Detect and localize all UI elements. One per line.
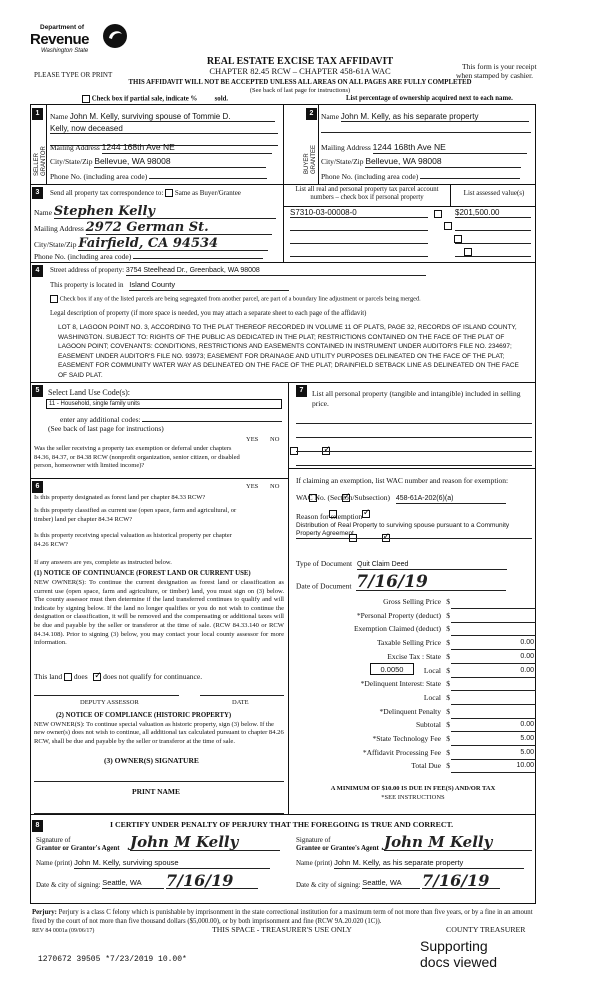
logo-dept: Department of xyxy=(40,24,85,31)
fin-row-line xyxy=(451,731,536,732)
fin-row-line xyxy=(451,608,536,609)
fin-row-dollar: $ xyxy=(446,624,450,634)
corresp-city-field[interactable]: Fairfield, CA 94534 xyxy=(78,238,268,251)
corresp-name-field[interactable]: Stephen Kelly xyxy=(54,206,276,219)
buyer-name-row: Name John M. Kelly, as his separate property xyxy=(321,112,533,122)
notice-compliance-title: (2) NOTICE OF COMPLIANCE (HISTORIC PROPERTY) xyxy=(56,712,232,719)
seller-phone-field[interactable] xyxy=(149,171,267,179)
fin-row-dollar: $ xyxy=(446,610,450,620)
fin-row-label: *Affidavit Processing Fee xyxy=(362,747,441,757)
notice-continuance-title: (1) NOTICE OF CONTINUANCE (FOREST LAND OR CURRENT USE) xyxy=(34,570,251,577)
tax-corresp-row: Send all property tax correspondence to: Same as Buyer/Grantee xyxy=(50,189,241,197)
fin-row-value[interactable]: 0.00 xyxy=(520,666,534,674)
fin-row-label: Gross Selling Price xyxy=(383,597,441,606)
street-row: Street address of property: 3754 Steelhead Dr., Greenback, WA 98008 xyxy=(50,266,426,276)
grantor-city-field[interactable]: Seattle, WA xyxy=(102,879,164,889)
county-field[interactable]: Island County xyxy=(129,281,289,291)
grantor-sig-label: Signature of Grantor or Grantor's Agent xyxy=(36,836,120,853)
doc-date-row: Date of Document 7/16/19 xyxy=(296,574,506,591)
fin-row-line xyxy=(451,704,536,705)
current-use-question: Is this property classified as current use (open space, farm and agricultural, or timber) land per chapter 84.34 RCW? xyxy=(34,507,237,523)
buyer-city-field[interactable]: Bellevue, WA 98008 xyxy=(365,157,521,168)
corresp-city-row: City/State/Zip Fairfield, CA 94534 xyxy=(34,238,278,251)
fin-row-value[interactable]: 0.00 xyxy=(520,639,534,647)
segregated-checkbox[interactable] xyxy=(50,295,58,303)
section-8-number: 8 xyxy=(32,820,43,832)
ownership-pct-note: List percentage of ownership acquired next to each name. xyxy=(346,95,513,102)
fin-row-line xyxy=(451,718,536,719)
land-use-see-back: (See back of last page for instructions) xyxy=(48,424,164,433)
section-3-number: 3 xyxy=(32,187,43,199)
fin-row-dollar: $ xyxy=(446,692,450,702)
rev-number: REV 84 0001a (09/06/17) xyxy=(32,928,95,934)
fin-row-dollar: $ xyxy=(446,706,450,716)
partial-sale-checkbox[interactable] xyxy=(82,95,90,103)
receipt-note-1: This form is your receipt xyxy=(462,62,537,71)
fin-row-value[interactable]: 5.00 xyxy=(520,748,534,756)
continuance-row: This land does ✓ does not qualify for continuance. xyxy=(34,673,202,682)
fin-row xyxy=(296,680,536,692)
land-use-label: Select Land Use Code(s): xyxy=(48,388,130,397)
logo-state: Washington State xyxy=(41,48,89,54)
buyer-grantee-label: BUYER GRANTEE xyxy=(304,144,317,174)
notice-continuance-text: NEW OWNER(S): To continue the current designation as forest land or classification as current use (open space, farm and agriculture, or timber) land, you must sign on (3) below. The county assessor must then determine if the land transferred continues to qualify and will indicate by signing below. If the land no longer qualifies or you do not wish to continue the designation or classification, it will be removed and the compensating or additional taxes will be due and payable by the seller or transferor at the time of sale. (RCW 84.33.140 or RCW 84.34.108). Prior to signing (3) below, you may contact your local county assessor for more information. xyxy=(34,579,284,647)
seller-city-row: City/State/Zip Bellevue, WA 98008 xyxy=(50,157,278,168)
fin-row-value[interactable]: 10.00 xyxy=(516,762,534,770)
fin-row-label: Total Due xyxy=(411,761,441,771)
section-5-number: 5 xyxy=(32,385,43,397)
grantor-date-row: Date & city of signing: Seattle, WA 7/16/19 xyxy=(36,873,258,889)
does-not-qualify-checkbox[interactable] xyxy=(93,673,101,681)
partial-sale-row: Check box if partial sale, indicate % sold. xyxy=(82,95,228,103)
fin-row-label: *Delinquent Interest: State xyxy=(360,679,441,689)
buyer-blank-line-1 xyxy=(321,124,531,133)
personal-line-3[interactable] xyxy=(296,446,532,452)
grantor-date-field[interactable]: 7/16/19 xyxy=(166,873,258,889)
buyer-phone-field[interactable] xyxy=(420,171,520,179)
personal-line-4[interactable] xyxy=(296,460,532,466)
fin-row-dollar: $ xyxy=(446,665,450,675)
certify-statement: I CERTIFY UNDER PENALTY OF PERJURY THAT THE FOREGOING IS TRUE AND CORRECT. xyxy=(110,820,454,829)
seller-grantor-label: SELLER GRANTOR xyxy=(34,146,47,176)
print-name-label: PRINT NAME xyxy=(132,787,180,796)
fin-row xyxy=(296,708,536,720)
owner-signature-label: (3) OWNER(S) SIGNATURE xyxy=(104,756,199,765)
seller-name-row: Name John M. Kelly, surviving spouse of Tommie D. xyxy=(50,112,278,122)
treasurer-space: THIS SPACE - TREASURER'S USE ONLY xyxy=(212,925,352,934)
wac-field[interactable]: 458-61A-202(6)(a) xyxy=(396,495,506,504)
personal-line-1[interactable] xyxy=(296,418,532,424)
doc-type-row: Type of Document Quit Claim Deed xyxy=(296,560,507,570)
parcel-2-field[interactable] xyxy=(290,222,428,231)
section-6-number: 6 xyxy=(32,481,43,493)
fin-row xyxy=(296,749,536,761)
fin-row-label: Subtotal xyxy=(415,720,441,730)
fin-row-line xyxy=(451,663,536,664)
logo-revenue: Revenue xyxy=(30,31,90,48)
seller-name-field[interactable]: John M. Kelly, surviving spouse of Tommie D. xyxy=(70,112,275,122)
fin-row xyxy=(296,762,536,774)
seller-name-line2[interactable]: Kelly, now deceased xyxy=(50,124,278,134)
please-type: PLEASE TYPE OR PRINT xyxy=(34,71,113,79)
s5-yes-header: YES xyxy=(246,436,259,443)
land-use-select[interactable]: 11 - Household, single family units xyxy=(46,399,282,409)
personal-line-2[interactable] xyxy=(296,432,532,438)
assessed-3-field[interactable] xyxy=(455,235,531,244)
grantee-signature[interactable]: John M Kelly xyxy=(384,834,532,851)
fin-row-dollar: $ xyxy=(446,720,450,730)
grantor-name-field[interactable]: John M. Kelly, surviving spouse xyxy=(74,859,270,869)
legal-label: Legal description of property (if more space is needed, you may attach a separate sheet to each page of the affidavit) xyxy=(50,310,367,317)
recording-stamp: 1270672 39505 *7/23/2019 10.00* xyxy=(38,955,187,964)
assessed-1-field[interactable]: $201,500.00 xyxy=(455,208,531,218)
section-2-number: 2 xyxy=(306,108,317,120)
logo-swirl-icon xyxy=(102,23,128,49)
fin-row-dollar: $ xyxy=(446,651,450,661)
buyer-city-row: City/State/Zip Bellevue, WA 98008 xyxy=(321,157,533,168)
parcel-4-field[interactable] xyxy=(290,248,428,257)
fin-row-value[interactable]: 0.00 xyxy=(520,652,534,660)
seller-mailing-row: Mailing Address 1244 168th Ave NE xyxy=(50,143,278,154)
fin-row-dollar: $ xyxy=(446,597,450,606)
fin-row xyxy=(296,694,536,706)
not-accepted-note: THIS AFFIDAVIT WILL NOT BE ACCEPTED UNLESS ALL AREAS ON ALL PAGES ARE FULLY COMPLETED xyxy=(128,79,472,86)
min-due-note: A MINIMUM OF $10.00 IS DUE IN FEE(S) AND/OR TAX xyxy=(330,785,496,792)
assessor-date-label: DATE xyxy=(232,699,249,706)
buyer-phone-row: Phone No. (including area code) xyxy=(321,171,533,182)
fin-row-line xyxy=(451,635,536,636)
doc-type-field[interactable]: Quit Claim Deed xyxy=(357,561,507,570)
grantee-sig-label: Signature of Grantee or Grantee's Agent xyxy=(296,836,379,853)
notice-compliance-text: NEW OWNER(S): To continue special valuation as historic property, sign (3) below. If the new owner(s) does not wish to continue, all additional tax calculated pursuant to chapter 84.26 RCW, shall be due and payable by the seller or transferor at the time of sale. xyxy=(34,721,284,745)
legal-description[interactable]: LOT 8, LAGOON POINT NO. 3, ACCORDING TO THE PLAT THEREOF RECORDED IN VOLUME 11 OF PLATS, PAGE 32, RECORDS OF ISLAND COUNTY, WASHINGTON. SUBJECT TO: RIGHTS OF THE PUBLIC AS DEDICATED IN THE PLAT; RESTRICTIONS CONTAINED ON THE FACE OF THE PLAT OF LAGOON POINT; COVENANTS: CONDITIONS, RESTRICTIONS AND EASEMENTS CONTAINED IN INSTRUMENT UNDER AUDITOR'S FILE NO. 234697; EASEMENT UNDER AUDITOR'S FILE NO. 93973; EASEMENT FOR DRAINAGE AND UTILITY PURPOSES DELINEATED ON THE FACE OF THE PLAT; EASEMENT FOR COMMUNITY WATER WAY AS DELINEATED ON THE FACE OF THE PLAT; DRAINFIELD SETBACK LINE AS DELINEATED ON THE FACE OF SAID PLAT. xyxy=(58,324,519,379)
owner-signature-line[interactable] xyxy=(34,776,284,782)
fin-row-value[interactable]: 0.00 xyxy=(520,721,534,729)
additional-codes-field[interactable] xyxy=(142,414,282,422)
fin-row xyxy=(296,653,536,665)
grantee-name-row: Name (print) John M. Kelly, as his separate property xyxy=(296,859,524,869)
fin-row xyxy=(296,612,536,624)
form-chapter: CHAPTER 82.45 RCW – CHAPTER 458-61A WAC xyxy=(209,66,391,76)
same-as-buyer-checkbox[interactable] xyxy=(165,189,173,197)
assessor-date-line[interactable] xyxy=(200,690,284,696)
corresp-mailing-row: Mailing Address 2972 German St. xyxy=(34,222,278,235)
assessed-2-field[interactable] xyxy=(455,222,531,231)
section-1-number: 1 xyxy=(32,108,43,120)
parcel-1-field[interactable]: S7310-03-00008-0 xyxy=(290,208,428,218)
county-row: This property is located in Island County xyxy=(50,281,289,291)
fin-row xyxy=(296,667,536,679)
buyer-mailing-field[interactable]: 1244 168th Ave NE xyxy=(373,143,527,154)
assessed-header: List assessed value(s) xyxy=(463,189,525,197)
exemption-claim-label: If claiming an exemption, list WAC number and reason for exemption: xyxy=(296,476,509,485)
grantee-date-field[interactable]: 7/16/19 xyxy=(422,873,500,889)
fin-row xyxy=(296,735,536,747)
supporting-docs-note: Supporting docs viewed xyxy=(420,938,498,970)
fin-row-dollar: $ xyxy=(446,638,450,648)
perjury-notice: Perjury: Perjury is a class C felony which is punishable by imprisonment in the state correctional institution for a maximum term of not more than five years, or by a fine in an amount fixed by the court of not more than five thousand dollars ($5,000.00), or by both imprisonment and fine (RCW 9A.20.020 (1C)). xyxy=(32,909,533,925)
grantee-date-row: Date & city of signing: Seattle, WA 7/16/19 xyxy=(296,873,500,889)
reason-label: Reason for exemption xyxy=(296,512,363,521)
form-title: REAL ESTATE EXCISE TAX AFFIDAVIT xyxy=(206,56,394,67)
buyer-mailing-row: Mailing Address 1244 168th Ave NE xyxy=(321,143,533,154)
seller-phone-row: Phone No. (including area code) xyxy=(50,171,278,182)
parcel-3-field[interactable] xyxy=(290,235,428,244)
fin-row-dollar: $ xyxy=(446,679,450,689)
assessor-sig-line[interactable] xyxy=(34,690,179,696)
see-back-note: (See back of last page for instructions) xyxy=(249,87,351,94)
corresp-mailing-field[interactable]: 2972 German St. xyxy=(86,222,272,235)
fin-row xyxy=(296,639,536,651)
seller-mailing-field[interactable]: 1244 168th Ave NE xyxy=(102,143,272,154)
county-treasurer: COUNTY TREASURER xyxy=(446,925,526,934)
fin-row-dollar: $ xyxy=(446,761,450,771)
reason-field[interactable]: Distribution of Real Property to surviving spouse pursuant to a Community Property Agreement xyxy=(296,522,532,539)
receipt-note-2: when stamped by cashier. xyxy=(456,71,534,80)
historic-question: Is this property receiving special valuation as historical property per chapter 84.26 RCW? xyxy=(34,532,232,548)
fin-row-line xyxy=(451,649,536,650)
fin-row-line xyxy=(451,745,536,746)
forest-question: Is this property designated as forest land per chapter 84.33 RCW? xyxy=(34,494,206,501)
exemption-question: Was the seller receiving a property tax exemption or deferral under chapters 84.36, 84.37, or 84.38 RCW (nonprofit organization, senior citizen, or disabled person, homeowner with limited income)? xyxy=(34,445,240,469)
corresp-phone-field[interactable] xyxy=(133,251,263,259)
parcel-header: List all real and personal property tax parcel account numbers – check box if personal property xyxy=(295,186,439,201)
corresp-phone-row: Phone No. (including area code) xyxy=(34,251,278,262)
fin-row-label: Exemption Claimed (deduct) xyxy=(353,624,441,634)
see-instructions: *SEE INSTRUCTIONS xyxy=(381,794,445,801)
fin-row-label: *Personal Property (deduct) xyxy=(356,610,441,620)
parcel-1-personal-checkbox[interactable] xyxy=(434,210,442,218)
fin-row-dollar: $ xyxy=(446,734,450,743)
grantee-name-field[interactable]: John M. Kelly, as his separate property xyxy=(334,859,524,869)
grantee-city-field[interactable]: Seattle, WA xyxy=(362,879,420,889)
fin-row-label: Excise Tax : State xyxy=(387,651,441,661)
current-use-no-checkbox[interactable] xyxy=(362,510,370,518)
parcel-2-personal-checkbox[interactable] xyxy=(444,222,452,230)
wac-row: WAC No. (Section/Subsection) 458-61A-202(6)(a) xyxy=(296,494,506,504)
fin-row-dollar: $ xyxy=(446,747,450,757)
segregated-row: Check box if any of the listed parcels are being segregated from another parcel, are part of a boundary line adjustment or parcels being merged. xyxy=(50,295,530,303)
fin-row-line xyxy=(451,677,536,678)
fin-row-label: Local xyxy=(423,665,441,675)
section-7-number: 7 xyxy=(296,385,307,397)
fin-row xyxy=(296,721,536,733)
fin-row-line xyxy=(451,622,536,623)
fin-row-line xyxy=(451,690,536,691)
s6-yes-header: YES xyxy=(246,483,259,490)
does-qualify-checkbox[interactable] xyxy=(64,673,72,681)
additional-codes-row: enter any additional codes: xyxy=(60,414,282,425)
fin-row-line xyxy=(451,772,536,773)
local-rate-box[interactable]: 0.0050 xyxy=(370,663,414,675)
fin-row-label: *Delinquent Penalty xyxy=(379,706,441,716)
fin-row-value[interactable]: 5.00 xyxy=(520,735,534,742)
fin-row-label: Local xyxy=(423,692,441,702)
fin-row-label: *State Technology Fee xyxy=(372,734,441,743)
fin-row xyxy=(296,625,536,637)
street-field[interactable]: 3754 Steelhead Dr., Greenback, WA 98008 xyxy=(126,267,426,276)
if-any-yes: If any answers are yes, complete as instructed below. xyxy=(34,559,172,566)
grantor-name-row: Name (print) John M. Kelly, surviving spouse xyxy=(36,859,270,869)
section-4-number: 4 xyxy=(32,265,43,277)
deputy-assessor-label: DEPUTY ASSESSOR xyxy=(80,699,139,706)
grantor-signature[interactable]: John M Kelly xyxy=(130,834,280,851)
fin-row-label: Taxable Selling Price xyxy=(376,638,441,648)
personal-property-label: List all personal property (tangible and intangible) included in selling price. xyxy=(312,389,521,408)
s5-no-header: NO xyxy=(270,436,280,443)
buyer-name-field[interactable]: John M. Kelly, as his separate property xyxy=(341,112,529,122)
seller-city-field[interactable]: Bellevue, WA 98008 xyxy=(94,157,266,168)
fin-row-line xyxy=(451,759,536,760)
fin-row xyxy=(296,598,536,610)
corresp-name-row: Name Stephen Kelly xyxy=(34,206,278,219)
s6-no-header: NO xyxy=(270,483,280,490)
doc-date-field[interactable]: 7/16/19 xyxy=(356,574,506,591)
assessed-4-field[interactable] xyxy=(455,248,531,257)
